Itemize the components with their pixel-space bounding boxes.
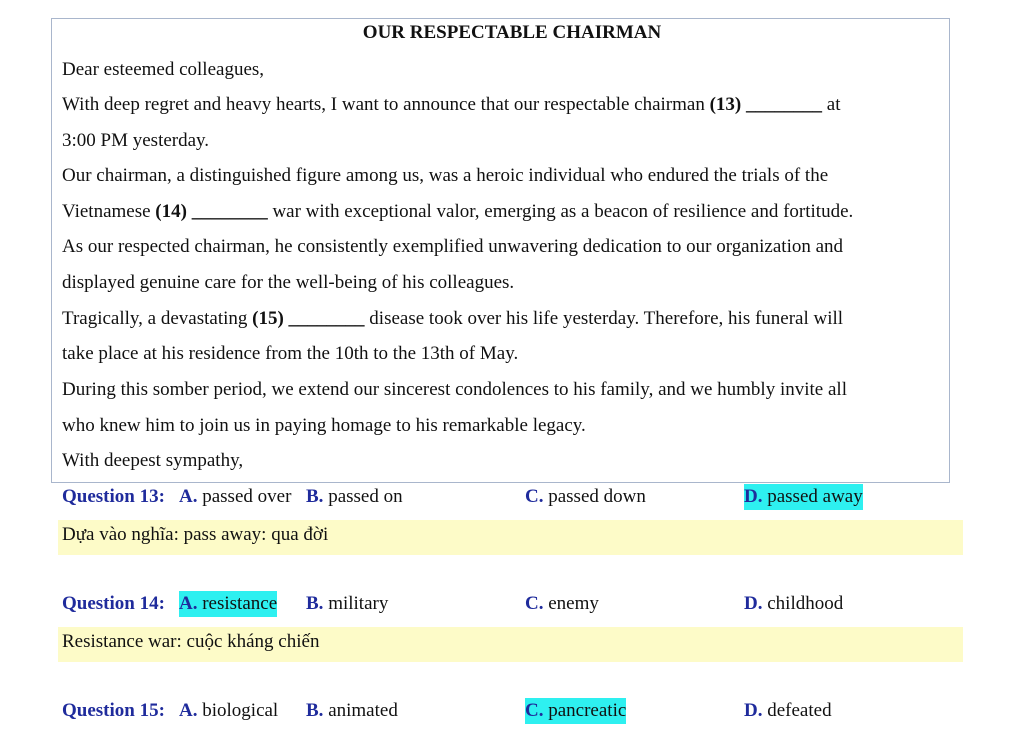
question-label: Question 15: [62, 700, 165, 721]
option-letter: B. [306, 700, 324, 721]
option-letter: D. [744, 486, 763, 507]
text: With deep regret and heavy hearts, I want to announce that our respectable chairman [62, 94, 710, 115]
paragraph-1-line-1 [62, 93, 840, 117]
option-c[interactable] [525, 484, 646, 510]
option-text: resistance [197, 593, 278, 614]
greeting: Dear esteemed colleagues, [62, 59, 265, 80]
paragraph-5-line-2: who knew him to join us in paying homage to his remarkable legacy. [62, 415, 586, 436]
explanation-14: Resistance war: cuộc kháng chiến [58, 627, 963, 662]
question-label: Question 13: [62, 486, 165, 507]
question-13 [62, 484, 962, 510]
explanation-13: Dựa vào nghĩa: pass away: qua đời [58, 520, 963, 555]
option-text: animated [323, 700, 398, 721]
option-b[interactable] [306, 484, 403, 510]
text: disease took over his life yesterday. Therefore, his funeral will [364, 308, 844, 329]
text: at [822, 94, 841, 115]
option-letter: C. [525, 486, 544, 507]
paragraph-4-line-1 [62, 307, 843, 331]
option-letter: C. [525, 593, 544, 614]
passage-title: OUR RESPECTABLE CHAIRMAN [362, 22, 662, 43]
text: Tragically, a devastating [62, 308, 253, 329]
option-letter: B. [306, 593, 324, 614]
question-14 [62, 591, 962, 617]
option-d[interactable] [744, 591, 843, 617]
text: Vietnamese [62, 201, 156, 222]
paragraph-2-line-2 [62, 200, 853, 224]
option-letter: C. [525, 700, 544, 721]
option-a[interactable] [179, 484, 291, 510]
option-text: passed away [762, 486, 863, 507]
paragraph-1-line-2: 3:00 PM yesterday. [62, 130, 210, 151]
option-d-correct[interactable] [744, 484, 863, 510]
blank-15: (15) ________ [252, 308, 365, 329]
option-text: military [323, 593, 389, 614]
option-b[interactable] [306, 698, 398, 724]
option-b[interactable] [306, 591, 388, 617]
option-letter: A. [179, 593, 198, 614]
option-letter: A. [179, 486, 198, 507]
option-text: biological [197, 700, 279, 721]
closing: With deepest sympathy, [62, 450, 244, 471]
paragraph-2-line-1: Our chairman, a distinguished figure among us, was a heroic individual who endured the trials of the [62, 165, 829, 186]
option-text: passed down [543, 486, 646, 507]
paragraph-4-line-2: take place at his residence from the 10th to the 13th of May. [62, 343, 519, 364]
option-c[interactable] [525, 591, 599, 617]
option-text: pancreatic [543, 700, 627, 721]
option-c-correct[interactable] [525, 698, 626, 724]
text: war with exceptional valor, emerging as a beacon of resilience and fortitude. [267, 201, 854, 222]
option-letter: A. [179, 700, 198, 721]
option-letter: D. [744, 593, 763, 614]
option-text: defeated [762, 700, 832, 721]
question-label: Question 14: [62, 593, 165, 614]
blank-13: (13) ________ [709, 94, 823, 115]
option-letter: B. [306, 486, 324, 507]
question-15 [62, 698, 962, 724]
option-text: passed on [323, 486, 403, 507]
paragraph-5-line-1: During this somber period, we extend our sincerest condolences to his family, and we humbly invite all [62, 379, 847, 400]
blank-14: (14) ________ [155, 201, 268, 222]
option-a-correct[interactable] [179, 591, 277, 617]
option-a[interactable] [179, 698, 278, 724]
paragraph-3-line-2: displayed genuine care for the well-being of his colleagues. [62, 272, 515, 293]
option-text: childhood [762, 593, 844, 614]
option-d[interactable] [744, 698, 832, 724]
option-letter: D. [744, 700, 763, 721]
option-text: enemy [543, 593, 599, 614]
paragraph-3-line-1: As our respected chairman, he consistently exemplified unwavering dedication to our organization and [62, 236, 844, 257]
option-text: passed over [197, 486, 292, 507]
